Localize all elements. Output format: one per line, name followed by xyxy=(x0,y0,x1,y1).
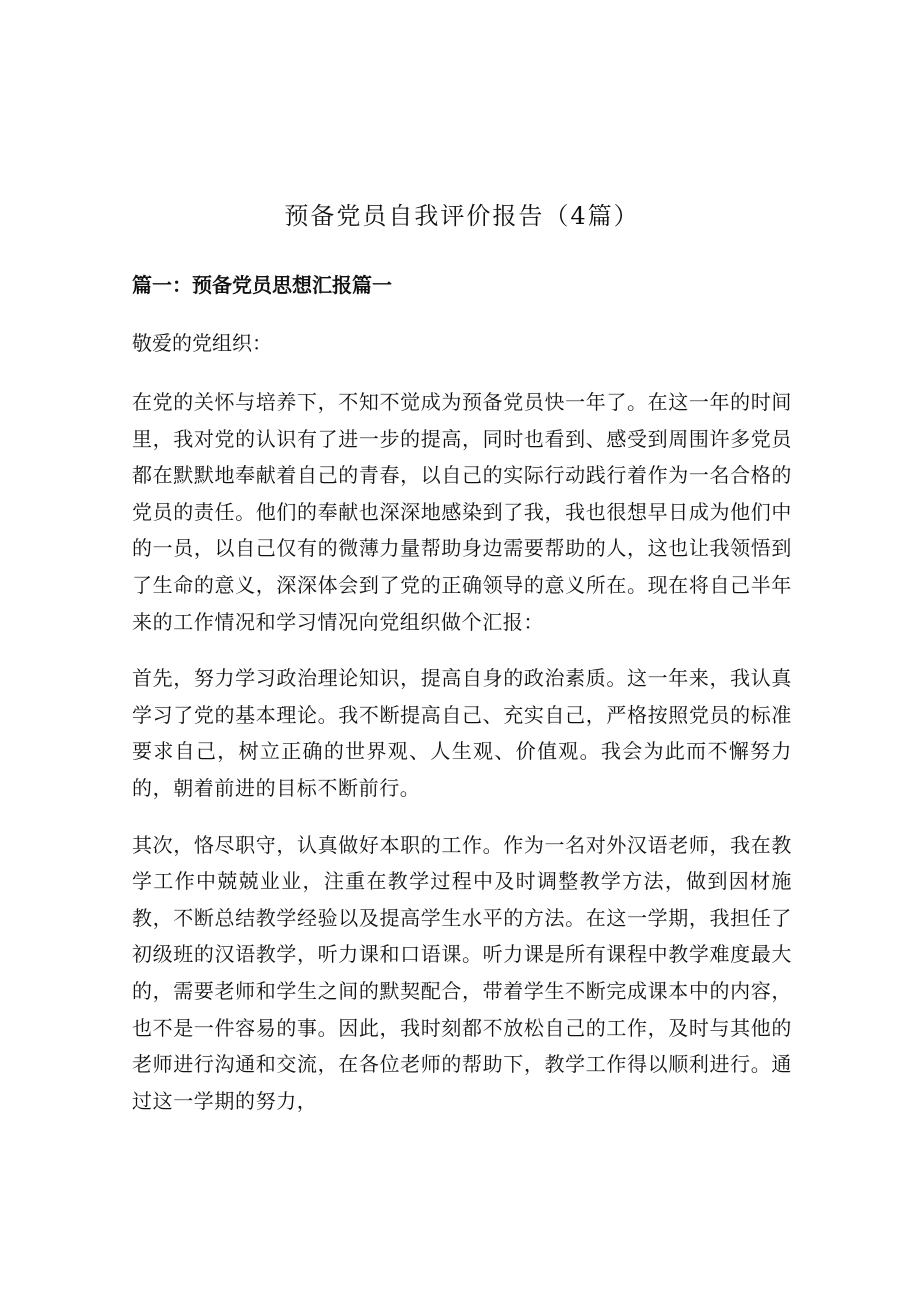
section-heading: 篇一：预备党员思想汇报篇一 xyxy=(132,273,392,297)
paragraph-1: 在党的关怀与培养下，不知不觉成为预备党员快一年了。在这一年的时间里，我对党的认识有了进一步的提高，同时也看到、感受到周围许多党员都在默默地奉献着自己的青春，以自己的实际行动践行着作为一名合格的党员的责任。他们的奉献也深深地感染到了我，我也很想早日成为他们中的一员，以自己仅有的微薄力量帮助身边需要帮助的人，这也让我领悟到了生命的意义，深深体会到了党的正确领导的意义所在。现在将自己半年来的工作情况和学习情况向党组织做个汇报： xyxy=(132,390,792,634)
paragraph-3: 其次，恪尽职守，认真做好本职的工作。作为一名对外汉语老师，我在教学工作中兢兢业业，注重在教学过程中及时调整教学方法，做到因材施教，不断总结教学经验以及提高学生水平的方法。在这一学期，我担任了初级班的汉语教学，听力课和口语课。听力课是所有课程中教学难度最大的，需要老师和学生之间的默契配合，带着学生不断完成课本中的内容，也不是一件容易的事。因此，我时刻都不放松自己的工作，及时与其他的老师进行沟通和交流，在各位老师的帮助下，教学工作得以顺利进行。通过这一学期的努力， xyxy=(132,832,792,1113)
salutation: 敬爱的党组织： xyxy=(132,331,272,355)
document-title: 预备党员自我评价报告（4篇） xyxy=(284,202,640,230)
paragraph-2: 首先，努力学习政治理论知识，提高自身的政治素质。这一年来，我认真学习了党的基本理论。我不断提高自己、充实自己，严格按照党员的标准要求自己，树立正确的世界观、人生观、价值观。我会为此而不懈努力的，朝着前进的目标不断前行。 xyxy=(132,666,792,800)
